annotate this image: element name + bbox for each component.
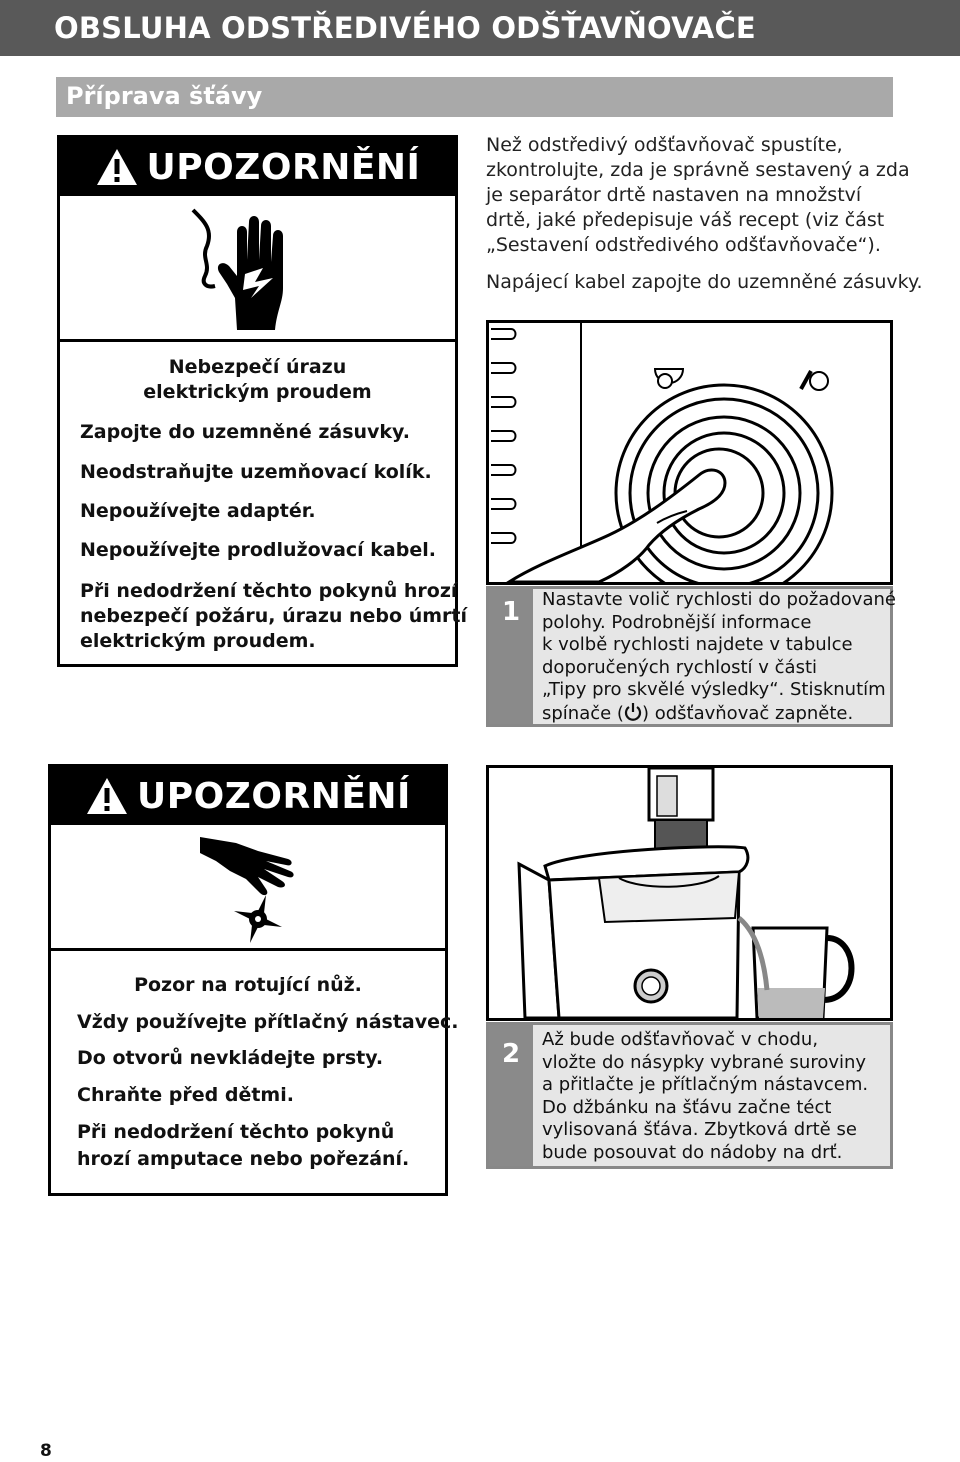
step1-line-before-icon: spínače (: [542, 702, 624, 724]
instruction-item: Vždy používejte přítlačný nástavec.: [77, 1011, 459, 1033]
step2-line: vložte do násypky vybrané suroviny: [542, 1051, 867, 1073]
step1-illustration: [486, 320, 893, 585]
step2-line: vylisovaná šťáva. Zbytková drtě se: [542, 1119, 857, 1140]
hand-electric-shock-icon: [185, 202, 305, 337]
step2-line: Až bude odšťavňovač v chodu,: [542, 1029, 819, 1050]
step1-line: „Tipy pro skvělé výsledky“. Stisknutím: [542, 679, 886, 700]
page-title-bar: [0, 0, 960, 56]
step1-line-last: [542, 702, 892, 726]
hazard-title-line2: elektrickým proudem: [143, 381, 372, 403]
step-number: [489, 589, 533, 724]
electric-shock-pictogram: [60, 196, 455, 342]
step1-line: Nastavte volič rychlosti do požadované: [542, 589, 896, 610]
power-icon: [624, 702, 642, 722]
warning-triangle-icon: [85, 776, 129, 816]
juicer-with-pusher-and-jug-icon: [489, 768, 890, 1018]
hazard-title-line1: Nebezpečí úrazu: [168, 356, 347, 378]
electric-shock-warning-box: [57, 135, 467, 667]
consequence-line: hrozí amputace nebo pořezání.: [77, 1148, 410, 1170]
step1-line: polohy. Podrobnější informace: [542, 611, 812, 633]
step2-box: [486, 1022, 893, 1169]
warning-header: [60, 138, 455, 196]
step2-line: a přitlačte je přítlačným nástavcem.: [542, 1074, 869, 1095]
step1-line: doporučených rychlostí v části: [542, 656, 818, 678]
rotating-blade-warning-box: [48, 764, 459, 1196]
step1-box: [486, 586, 896, 727]
step-number: [489, 1025, 533, 1166]
instruction-item: Chraňte před dětmi.: [77, 1084, 294, 1106]
step1-line-after-icon: ) odšťavňovač zapněte.: [641, 702, 854, 724]
step2-line: bude posouvat do nádoby na drť.: [542, 1141, 843, 1163]
warning-triangle-icon: [95, 147, 139, 187]
intro-line: zkontrolujte, zda je správně sestavený a zda: [486, 159, 910, 181]
step2-illustration: [486, 765, 893, 1021]
step2-line: Do džbánku na šťávu začne téct: [542, 1096, 832, 1118]
section-title-bar: [56, 77, 893, 117]
intro-line: drtě, jaké předepisuje váš recept (viz část: [486, 209, 885, 231]
consequence-line: Při nedodržení těchto pokynů: [77, 1121, 395, 1143]
intro-line: Napájecí kabel zapojte do uzemněné zásuvky.: [486, 271, 923, 293]
step1-text: [542, 589, 896, 725]
hand-rotating-blade-icon: [196, 831, 306, 946]
section-title: Příprava šťávy: [66, 82, 263, 110]
step2-number: 2: [501, 1039, 521, 1069]
intro-line: Než odstředivý odšťavňovač spustíte,: [486, 134, 843, 156]
intro-line: je separátor drtě nastaven na množství: [486, 184, 862, 206]
instruction-item: Nepoužívejte prodlužovací kabel.: [80, 539, 436, 561]
warning-heading: UPOZORNĚNÍ: [146, 146, 421, 188]
instruction-item: Do otvorů nevkládejte prsty.: [77, 1047, 384, 1069]
step2-text: [542, 1029, 892, 1164]
finger-turning-speed-dial-icon: [489, 323, 890, 582]
electric-shock-instructions: [60, 339, 467, 664]
page-title: OBSLUHA ODSTŘEDIVÉHO ODŠŤAVŇOVAČE: [54, 11, 756, 45]
warning-heading: UPOZORNĚNÍ: [137, 775, 411, 817]
instruction-item: Zapojte do uzemněné zásuvky.: [80, 421, 410, 443]
consequence-line: nebezpečí požáru, úrazu nebo úmrtí: [80, 605, 467, 627]
intro-text: [486, 133, 923, 303]
consequence-line: elektrickým proudem.: [80, 630, 316, 652]
warning-header: [51, 767, 445, 825]
hazard-title: Pozor na rotující nůž.: [134, 974, 362, 996]
rotating-blade-instructions: [51, 948, 459, 1193]
page-number: 8: [40, 1441, 52, 1461]
step1-line: k volbě rychlosti najdete v tabulce: [542, 634, 853, 655]
rotating-blade-pictogram: [51, 825, 445, 951]
step1-number: 1: [501, 597, 521, 627]
intro-line: „Sestavení odstředivého odšťavňovače“).: [486, 234, 881, 256]
instruction-item: Nepoužívejte adaptér.: [80, 500, 316, 522]
consequence-line: Při nedodržení těchto pokynů hrozí: [80, 580, 458, 602]
instruction-item: Neodstraňujte uzemňovací kolík.: [80, 461, 432, 483]
